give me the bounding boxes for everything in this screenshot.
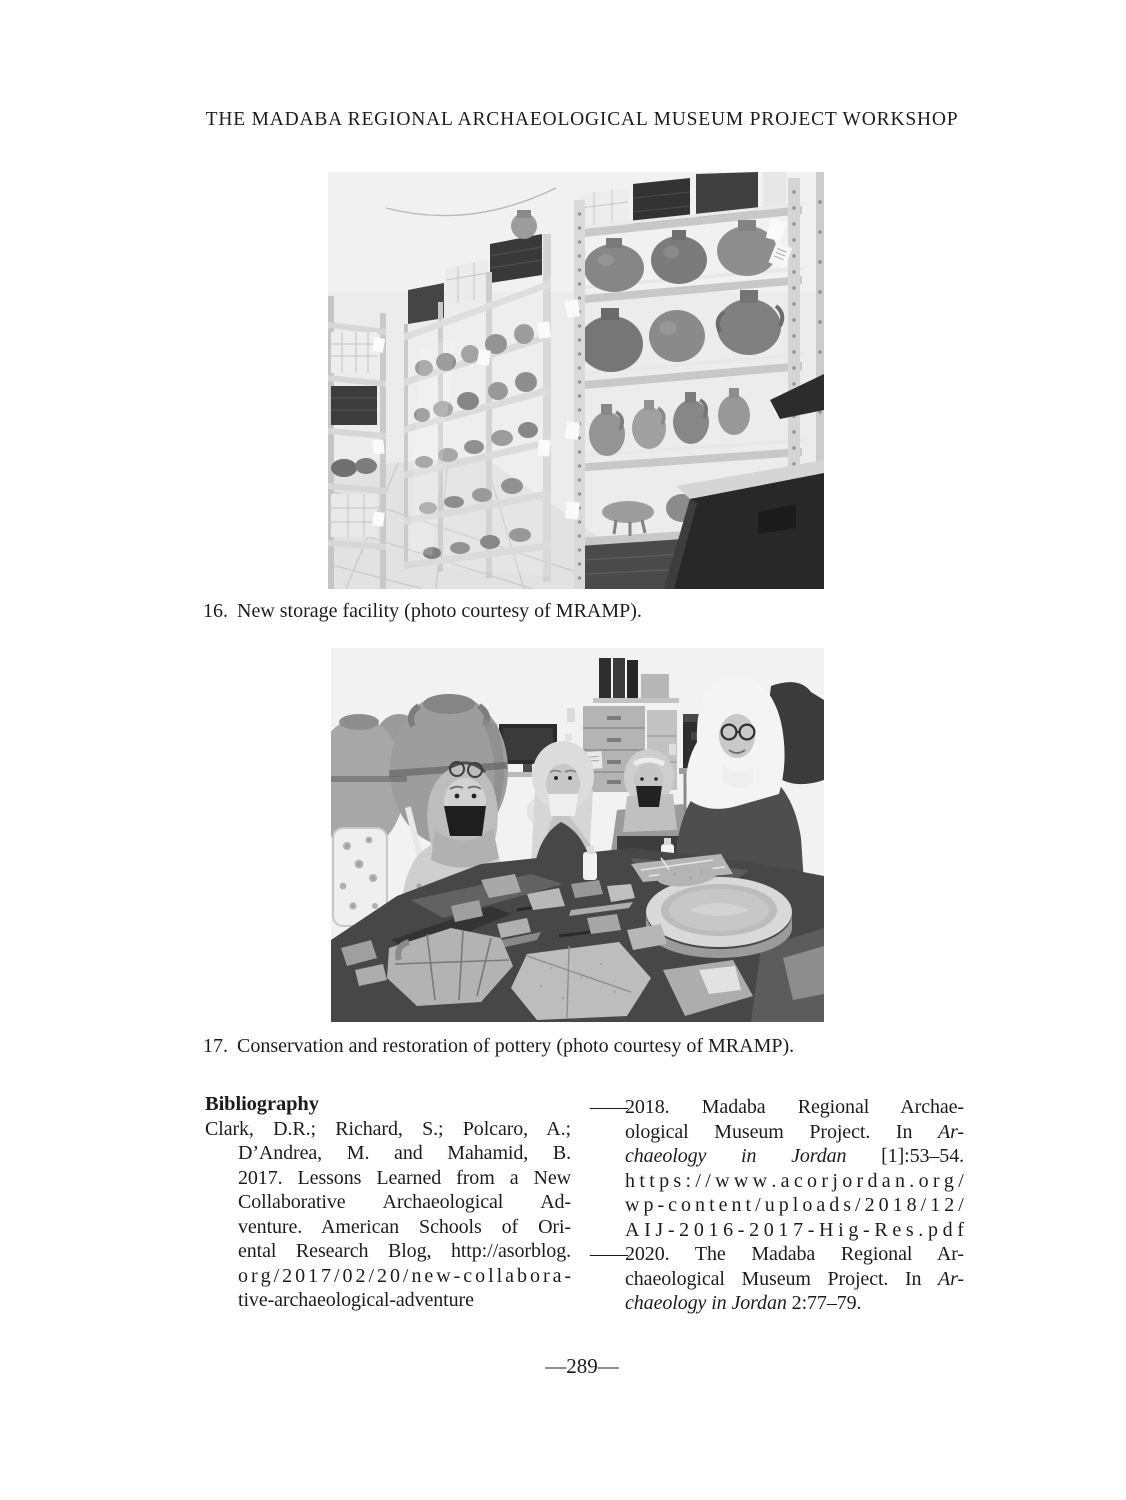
bibliography-line: chaeological Museum Project. In Ar- (625, 1267, 964, 1290)
bibliography-line: h t t p s : / / w w w . a c o r j o r d a n . o r g / (625, 1169, 964, 1192)
bibliography-line: tive-archaeological-adventure (238, 1289, 474, 1311)
bibliography-heading: Bibliography (205, 1093, 319, 1115)
bibliography-line: — 2018. Madaba Regional Archae- (590, 1096, 964, 1118)
figure-16-photo (328, 172, 824, 589)
same-author-dash: — (590, 1243, 628, 1265)
conservation-illustration (331, 648, 824, 1022)
bibliography-line: D’Andrea, M. and Mahamid, B. (238, 1142, 571, 1164)
running-header: THE MADABA REGIONAL ARCHAEOLOGICAL MUSEUM PROJECT WORKSHOP (205, 109, 959, 130)
bibliography-line: venture. American Schools of Ori- (238, 1215, 571, 1238)
bibliography-line: — 2020. The Madaba Regional Ar- (590, 1243, 964, 1265)
figure-16-number: 16. (203, 600, 228, 622)
figure-17-caption (203, 1035, 843, 1058)
bibliography-line: o r g / 2 0 1 7 / 0 2 / 2 0 / n e w - c o l l a b o r a - (238, 1264, 571, 1287)
same-author-dash: — (590, 1096, 628, 1118)
bibliography-line: 2017. Lessons Learned from a New (238, 1166, 571, 1189)
bibliography-line: Clark, D.R.; Richard, S.; Polcaro, A.; (205, 1117, 571, 1140)
figure-16-caption-text: New storage facility (photo courtesy of MRAMP). (237, 600, 642, 622)
bibliography-line: ological Museum Project. In Ar- (625, 1120, 964, 1143)
bibliography-line: chaeology in Jordan 2:77–79. (625, 1292, 862, 1314)
bibliography-line: A I J - 2 0 1 6 - 2 0 1 7 - H i g - R e s . p d f (625, 1218, 964, 1241)
bibliography-line: chaeology in Jordan [1]:53–54. (625, 1145, 965, 1167)
bibliography-entry (590, 1095, 964, 1242)
bibliography-entry (205, 1117, 571, 1313)
figure-17-number: 17. (203, 1035, 228, 1057)
bibliography-column-left (205, 1092, 571, 1313)
page-number: —289— (545, 1354, 619, 1378)
bibliography-entry (590, 1242, 964, 1316)
figure-17-caption-text: Conservation and restoration of pottery (photo courtesy of MRAMP). (237, 1035, 795, 1057)
bibliography-entries-left (205, 1117, 571, 1313)
water-basin (646, 877, 792, 958)
figure-17-photo (331, 648, 824, 1022)
storage-facility-illustration (328, 172, 824, 589)
bibliography-line: ental Research Blog, http://asorblog. (238, 1240, 571, 1262)
figure-16-caption (203, 600, 843, 623)
bibliography-column-right (590, 1095, 964, 1316)
bibliography-entries-right (590, 1095, 964, 1316)
bibliography-line: Collaborative Archaeological Ad- (238, 1191, 571, 1213)
bibliography-line: w p - c o n t e n t / u p l o a d s / 2 0 1 8 / 1 2 / (625, 1194, 964, 1216)
